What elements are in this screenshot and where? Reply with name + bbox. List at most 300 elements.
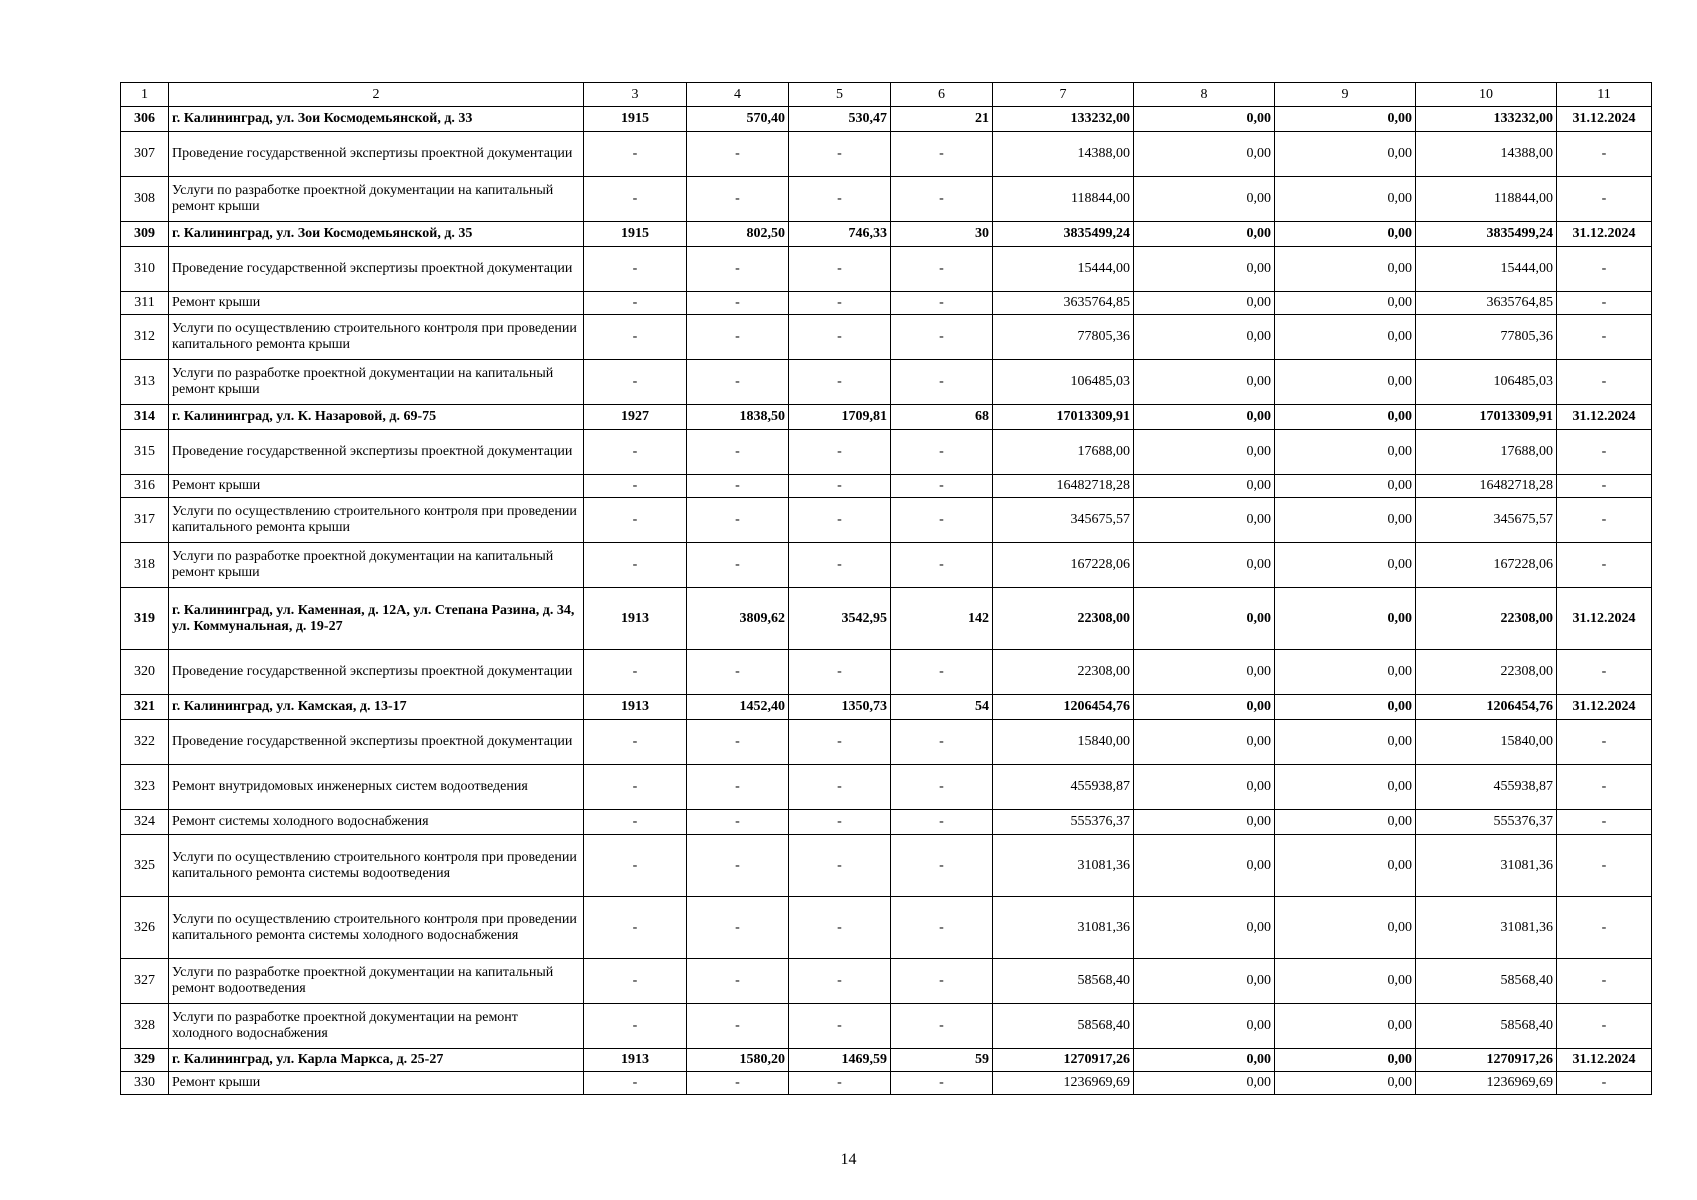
total-area: - (687, 959, 789, 1004)
residents-count: - (891, 1072, 993, 1095)
total-cost: 31081,36 (993, 897, 1134, 959)
work-row (121, 1004, 1652, 1049)
cost-owners-funds: 1236969,69 (1416, 1072, 1557, 1095)
residential-area: - (789, 543, 891, 588)
completion-date: - (1557, 543, 1652, 588)
residential-area: - (789, 897, 891, 959)
residential-area: - (789, 430, 891, 475)
column-number: 1 (121, 83, 169, 107)
residents-count: - (891, 650, 993, 695)
completion-date: - (1557, 132, 1652, 177)
commissioning-year: - (584, 292, 687, 315)
row-number: 326 (121, 897, 169, 959)
residents-count: 30 (891, 222, 993, 247)
work-row (121, 810, 1652, 835)
cost-fund-1: 0,00 (1134, 1072, 1275, 1095)
register-sheet (120, 82, 1651, 1095)
total-cost: 77805,36 (993, 315, 1134, 360)
commissioning-year: - (584, 959, 687, 1004)
residential-area: - (789, 835, 891, 897)
table-body (121, 107, 1652, 1095)
object-or-work-name: г. Калининград, ул. Зои Космодемьянской, д. 35 (169, 222, 584, 247)
row-number: 314 (121, 405, 169, 430)
column-number: 2 (169, 83, 584, 107)
total-cost: 22308,00 (993, 588, 1134, 650)
completion-date: - (1557, 360, 1652, 405)
column-number: 9 (1275, 83, 1416, 107)
total-area: 570,40 (687, 107, 789, 132)
row-number: 311 (121, 292, 169, 315)
total-cost: 555376,37 (993, 810, 1134, 835)
residential-area: 530,47 (789, 107, 891, 132)
commissioning-year: - (584, 835, 687, 897)
residential-area: - (789, 810, 891, 835)
column-number-row (121, 83, 1652, 107)
completion-date: 31.12.2024 (1557, 107, 1652, 132)
cost-fund-1: 0,00 (1134, 959, 1275, 1004)
cost-fund-1: 0,00 (1134, 765, 1275, 810)
cost-fund-2: 0,00 (1275, 315, 1416, 360)
commissioning-year: - (584, 498, 687, 543)
residents-count: - (891, 765, 993, 810)
cost-fund-2: 0,00 (1275, 810, 1416, 835)
row-number: 320 (121, 650, 169, 695)
cost-fund-2: 0,00 (1275, 475, 1416, 498)
total-cost: 1270917,26 (993, 1049, 1134, 1072)
completion-date: 31.12.2024 (1557, 1049, 1652, 1072)
total-cost: 22308,00 (993, 650, 1134, 695)
commissioning-year: 1913 (584, 695, 687, 720)
work-row (121, 177, 1652, 222)
row-number: 317 (121, 498, 169, 543)
cost-owners-funds: 77805,36 (1416, 315, 1557, 360)
total-area: - (687, 765, 789, 810)
residents-count: 142 (891, 588, 993, 650)
object-or-work-name: Услуги по разработке проектной документации на капитальный ремонт крыши (169, 360, 584, 405)
commissioning-year: - (584, 543, 687, 588)
work-row (121, 315, 1652, 360)
cost-owners-funds: 16482718,28 (1416, 475, 1557, 498)
cost-owners-funds: 15840,00 (1416, 720, 1557, 765)
cost-fund-2: 0,00 (1275, 897, 1416, 959)
commissioning-year: - (584, 247, 687, 292)
object-row (121, 588, 1652, 650)
commissioning-year: - (584, 1072, 687, 1095)
residential-area: - (789, 765, 891, 810)
row-number: 330 (121, 1072, 169, 1095)
cost-owners-funds: 118844,00 (1416, 177, 1557, 222)
total-area: - (687, 1004, 789, 1049)
object-or-work-name: г. Калининград, ул. Каменная, д. 12А, ул. Степана Разина, д. 34, ул. Коммунальная, д. 19-27 (169, 588, 584, 650)
completion-date: - (1557, 1004, 1652, 1049)
completion-date: - (1557, 835, 1652, 897)
residential-area: - (789, 292, 891, 315)
object-row (121, 405, 1652, 430)
residents-count: - (891, 543, 993, 588)
completion-date: - (1557, 650, 1652, 695)
residential-area: - (789, 959, 891, 1004)
commissioning-year: - (584, 475, 687, 498)
cost-fund-2: 0,00 (1275, 292, 1416, 315)
residents-count: 21 (891, 107, 993, 132)
commissioning-year: 1915 (584, 222, 687, 247)
row-number: 319 (121, 588, 169, 650)
cost-fund-1: 0,00 (1134, 695, 1275, 720)
completion-date: - (1557, 177, 1652, 222)
total-area: - (687, 475, 789, 498)
total-area: - (687, 650, 789, 695)
cost-owners-funds: 22308,00 (1416, 588, 1557, 650)
object-or-work-name: Услуги по разработке проектной документации на ремонт холодного водоснабжения (169, 1004, 584, 1049)
commissioning-year: - (584, 132, 687, 177)
total-area: - (687, 177, 789, 222)
work-row (121, 247, 1652, 292)
column-number: 6 (891, 83, 993, 107)
object-or-work-name: Ремонт крыши (169, 475, 584, 498)
completion-date: - (1557, 897, 1652, 959)
cost-fund-1: 0,00 (1134, 498, 1275, 543)
object-or-work-name: Ремонт крыши (169, 292, 584, 315)
total-area: 3809,62 (687, 588, 789, 650)
residents-count: - (891, 1004, 993, 1049)
cost-owners-funds: 345675,57 (1416, 498, 1557, 543)
completion-date: 31.12.2024 (1557, 222, 1652, 247)
object-or-work-name: Проведение государственной экспертизы проектной документации (169, 247, 584, 292)
cost-fund-1: 0,00 (1134, 315, 1275, 360)
object-row (121, 222, 1652, 247)
total-cost: 1236969,69 (993, 1072, 1134, 1095)
object-or-work-name: г. Калининград, ул. Карла Маркса, д. 25-27 (169, 1049, 584, 1072)
total-area: - (687, 498, 789, 543)
commissioning-year: - (584, 315, 687, 360)
object-or-work-name: г. Калининград, ул. Камская, д. 13-17 (169, 695, 584, 720)
cost-owners-funds: 1206454,76 (1416, 695, 1557, 720)
total-area: 1838,50 (687, 405, 789, 430)
completion-date: 31.12.2024 (1557, 588, 1652, 650)
commissioning-year: - (584, 650, 687, 695)
row-number: 318 (121, 543, 169, 588)
total-cost: 31081,36 (993, 835, 1134, 897)
cost-fund-1: 0,00 (1134, 720, 1275, 765)
commissioning-year: - (584, 360, 687, 405)
cost-fund-1: 0,00 (1134, 177, 1275, 222)
cost-fund-2: 0,00 (1275, 1049, 1416, 1072)
completion-date: 31.12.2024 (1557, 405, 1652, 430)
residential-area: - (789, 247, 891, 292)
work-row (121, 292, 1652, 315)
cost-owners-funds: 167228,06 (1416, 543, 1557, 588)
total-area: 802,50 (687, 222, 789, 247)
total-cost: 167228,06 (993, 543, 1134, 588)
completion-date: - (1557, 810, 1652, 835)
residential-area: - (789, 720, 891, 765)
column-number: 7 (993, 83, 1134, 107)
object-or-work-name: Ремонт внутридомовых инженерных систем водоотведения (169, 765, 584, 810)
column-number: 8 (1134, 83, 1275, 107)
cost-fund-2: 0,00 (1275, 543, 1416, 588)
residents-count: - (891, 360, 993, 405)
commissioning-year: 1915 (584, 107, 687, 132)
total-cost: 455938,87 (993, 765, 1134, 810)
commissioning-year: 1927 (584, 405, 687, 430)
column-number: 4 (687, 83, 789, 107)
cost-owners-funds: 17013309,91 (1416, 405, 1557, 430)
cost-fund-2: 0,00 (1275, 765, 1416, 810)
total-cost: 133232,00 (993, 107, 1134, 132)
residents-count: - (891, 132, 993, 177)
cost-fund-1: 0,00 (1134, 475, 1275, 498)
work-row (121, 650, 1652, 695)
row-number: 306 (121, 107, 169, 132)
cost-fund-1: 0,00 (1134, 810, 1275, 835)
capital-repair-table (120, 82, 1652, 1095)
cost-owners-funds: 455938,87 (1416, 765, 1557, 810)
total-area: - (687, 292, 789, 315)
completion-date: - (1557, 1072, 1652, 1095)
cost-owners-funds: 22308,00 (1416, 650, 1557, 695)
object-or-work-name: Ремонт крыши (169, 1072, 584, 1095)
object-row (121, 695, 1652, 720)
cost-owners-funds: 106485,03 (1416, 360, 1557, 405)
total-area: - (687, 897, 789, 959)
cost-owners-funds: 58568,40 (1416, 959, 1557, 1004)
residents-count: - (891, 498, 993, 543)
work-row (121, 430, 1652, 475)
row-number: 312 (121, 315, 169, 360)
object-row (121, 1049, 1652, 1072)
residential-area: - (789, 177, 891, 222)
total-cost: 3635764,85 (993, 292, 1134, 315)
cost-fund-2: 0,00 (1275, 405, 1416, 430)
residents-count: - (891, 720, 993, 765)
total-cost: 3835499,24 (993, 222, 1134, 247)
cost-fund-2: 0,00 (1275, 430, 1416, 475)
completion-date: - (1557, 959, 1652, 1004)
cost-owners-funds: 3635764,85 (1416, 292, 1557, 315)
total-area: 1580,20 (687, 1049, 789, 1072)
work-row (121, 720, 1652, 765)
residential-area: - (789, 132, 891, 177)
cost-fund-1: 0,00 (1134, 360, 1275, 405)
cost-owners-funds: 133232,00 (1416, 107, 1557, 132)
cost-fund-1: 0,00 (1134, 132, 1275, 177)
completion-date: - (1557, 430, 1652, 475)
commissioning-year: - (584, 430, 687, 475)
total-cost: 17013309,91 (993, 405, 1134, 430)
completion-date: - (1557, 475, 1652, 498)
cost-fund-1: 0,00 (1134, 835, 1275, 897)
work-row (121, 835, 1652, 897)
cost-fund-1: 0,00 (1134, 107, 1275, 132)
total-area: - (687, 315, 789, 360)
residents-count: - (891, 177, 993, 222)
cost-fund-2: 0,00 (1275, 1072, 1416, 1095)
total-area: 1452,40 (687, 695, 789, 720)
total-area: - (687, 835, 789, 897)
residential-area: - (789, 360, 891, 405)
cost-fund-1: 0,00 (1134, 650, 1275, 695)
commissioning-year: - (584, 897, 687, 959)
cost-owners-funds: 31081,36 (1416, 897, 1557, 959)
total-cost: 58568,40 (993, 959, 1134, 1004)
residents-count: - (891, 315, 993, 360)
cost-fund-1: 0,00 (1134, 543, 1275, 588)
total-area: - (687, 810, 789, 835)
row-number: 321 (121, 695, 169, 720)
object-or-work-name: г. Калининград, ул. Зои Космодемьянской, д. 33 (169, 107, 584, 132)
residents-count: 54 (891, 695, 993, 720)
total-cost: 1206454,76 (993, 695, 1134, 720)
total-cost: 345675,57 (993, 498, 1134, 543)
cost-fund-2: 0,00 (1275, 720, 1416, 765)
object-or-work-name: Услуги по разработке проектной документации на капитальный ремонт крыши (169, 543, 584, 588)
commissioning-year: - (584, 177, 687, 222)
commissioning-year: - (584, 720, 687, 765)
cost-fund-1: 0,00 (1134, 1049, 1275, 1072)
object-or-work-name: г. Калининград, ул. К. Назаровой, д. 69-75 (169, 405, 584, 430)
residential-area: - (789, 1004, 891, 1049)
residents-count: - (891, 292, 993, 315)
cost-fund-2: 0,00 (1275, 498, 1416, 543)
cost-fund-2: 0,00 (1275, 132, 1416, 177)
work-row (121, 897, 1652, 959)
residents-count: 68 (891, 405, 993, 430)
completion-date: 31.12.2024 (1557, 695, 1652, 720)
work-row (121, 498, 1652, 543)
column-number: 5 (789, 83, 891, 107)
cost-fund-2: 0,00 (1275, 1004, 1416, 1049)
completion-date: - (1557, 247, 1652, 292)
cost-fund-1: 0,00 (1134, 222, 1275, 247)
work-row (121, 1072, 1652, 1095)
object-or-work-name: Услуги по осуществлению строительного контроля при проведении капитального ремонта системы водоотведения (169, 835, 584, 897)
residential-area: 3542,95 (789, 588, 891, 650)
residents-count: - (891, 430, 993, 475)
page-number: 14 (840, 1151, 857, 1168)
total-area: - (687, 132, 789, 177)
work-row (121, 543, 1652, 588)
cost-fund-2: 0,00 (1275, 650, 1416, 695)
object-or-work-name: Ремонт системы холодного водоснабжения (169, 810, 584, 835)
total-cost: 15840,00 (993, 720, 1134, 765)
cost-owners-funds: 1270917,26 (1416, 1049, 1557, 1072)
total-cost: 14388,00 (993, 132, 1134, 177)
residents-count: - (891, 810, 993, 835)
residential-area: 1350,73 (789, 695, 891, 720)
cost-fund-2: 0,00 (1275, 177, 1416, 222)
work-row (121, 360, 1652, 405)
cost-owners-funds: 17688,00 (1416, 430, 1557, 475)
cost-fund-1: 0,00 (1134, 897, 1275, 959)
total-cost: 106485,03 (993, 360, 1134, 405)
cost-fund-2: 0,00 (1275, 107, 1416, 132)
completion-date: - (1557, 720, 1652, 765)
cost-fund-1: 0,00 (1134, 405, 1275, 430)
column-number: 10 (1416, 83, 1557, 107)
total-cost: 17688,00 (993, 430, 1134, 475)
cost-owners-funds: 14388,00 (1416, 132, 1557, 177)
cost-fund-2: 0,00 (1275, 360, 1416, 405)
cost-fund-2: 0,00 (1275, 247, 1416, 292)
completion-date: - (1557, 315, 1652, 360)
cost-fund-2: 0,00 (1275, 695, 1416, 720)
residential-area: 1709,81 (789, 405, 891, 430)
object-or-work-name: Услуги по осуществлению строительного контроля при проведении капитального ремонта системы холодного водоснабжения (169, 897, 584, 959)
total-cost: 118844,00 (993, 177, 1134, 222)
cost-fund-1: 0,00 (1134, 588, 1275, 650)
row-number: 316 (121, 475, 169, 498)
residents-count: - (891, 475, 993, 498)
total-area: - (687, 430, 789, 475)
work-row (121, 959, 1652, 1004)
row-number: 327 (121, 959, 169, 1004)
object-or-work-name: Проведение государственной экспертизы проектной документации (169, 430, 584, 475)
commissioning-year: - (584, 765, 687, 810)
cost-owners-funds: 555376,37 (1416, 810, 1557, 835)
row-number: 323 (121, 765, 169, 810)
object-or-work-name: Проведение государственной экспертизы проектной документации (169, 650, 584, 695)
work-row (121, 765, 1652, 810)
object-or-work-name: Услуги по осуществлению строительного контроля при проведении капитального ремонта крыши (169, 498, 584, 543)
object-or-work-name: Услуги по осуществлению строительного контроля при проведении капитального ремонта крыши (169, 315, 584, 360)
residential-area: - (789, 315, 891, 360)
cost-owners-funds: 31081,36 (1416, 835, 1557, 897)
row-number: 322 (121, 720, 169, 765)
total-area: - (687, 720, 789, 765)
object-or-work-name: Услуги по разработке проектной документации на капитальный ремонт крыши (169, 177, 584, 222)
row-number: 308 (121, 177, 169, 222)
cost-fund-1: 0,00 (1134, 247, 1275, 292)
row-number: 315 (121, 430, 169, 475)
object-or-work-name: Проведение государственной экспертизы проектной документации (169, 720, 584, 765)
work-row (121, 132, 1652, 177)
work-row (121, 475, 1652, 498)
row-number: 313 (121, 360, 169, 405)
row-number: 325 (121, 835, 169, 897)
residents-count: 59 (891, 1049, 993, 1072)
total-cost: 16482718,28 (993, 475, 1134, 498)
total-area: - (687, 543, 789, 588)
cost-fund-1: 0,00 (1134, 292, 1275, 315)
column-number: 3 (584, 83, 687, 107)
residential-area: - (789, 1072, 891, 1095)
object-or-work-name: Проведение государственной экспертизы проектной документации (169, 132, 584, 177)
commissioning-year: - (584, 810, 687, 835)
residential-area: - (789, 475, 891, 498)
total-area: - (687, 247, 789, 292)
commissioning-year: 1913 (584, 588, 687, 650)
row-number: 307 (121, 132, 169, 177)
cost-fund-2: 0,00 (1275, 222, 1416, 247)
commissioning-year: 1913 (584, 1049, 687, 1072)
row-number: 324 (121, 810, 169, 835)
row-number: 328 (121, 1004, 169, 1049)
total-area: - (687, 1072, 789, 1095)
residents-count: - (891, 835, 993, 897)
cost-fund-1: 0,00 (1134, 1004, 1275, 1049)
residents-count: - (891, 897, 993, 959)
residents-count: - (891, 247, 993, 292)
cost-owners-funds: 15444,00 (1416, 247, 1557, 292)
row-number: 309 (121, 222, 169, 247)
commissioning-year: - (584, 1004, 687, 1049)
completion-date: - (1557, 292, 1652, 315)
row-number: 329 (121, 1049, 169, 1072)
cost-fund-1: 0,00 (1134, 430, 1275, 475)
object-row (121, 107, 1652, 132)
total-cost: 15444,00 (993, 247, 1134, 292)
completion-date: - (1557, 498, 1652, 543)
